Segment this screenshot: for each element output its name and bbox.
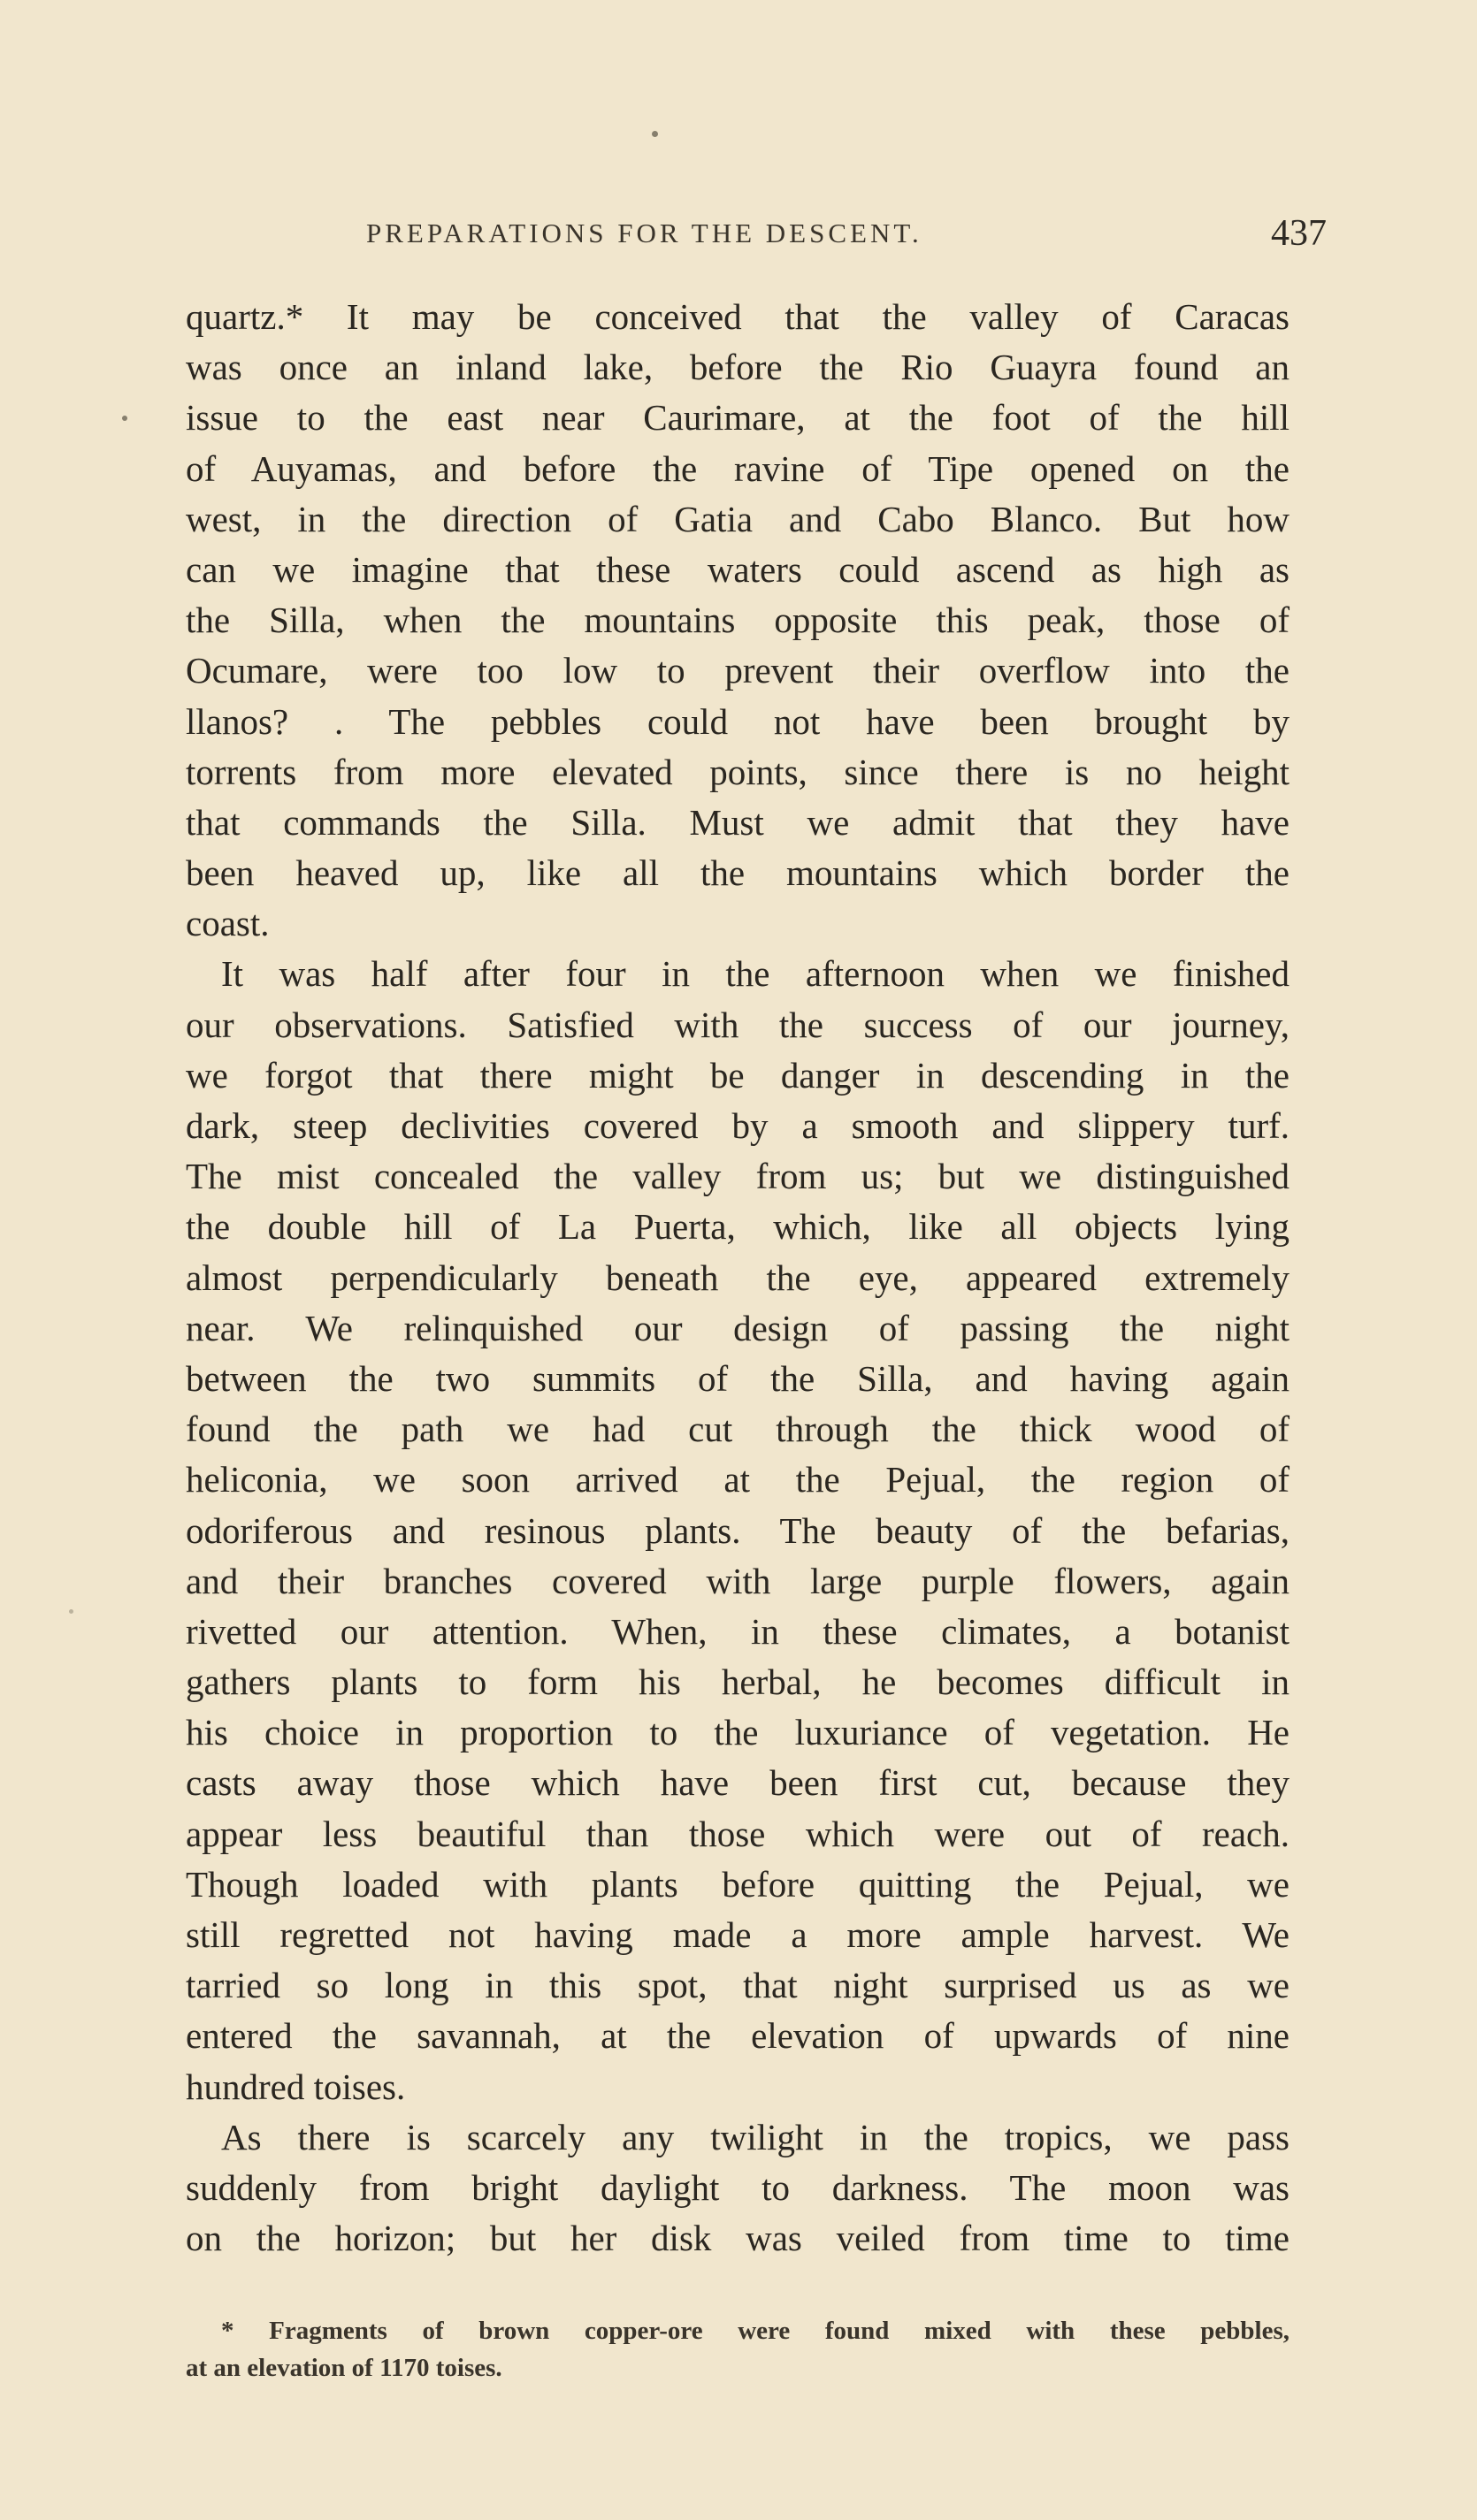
ink-speck: [122, 416, 127, 421]
text-line: was once an inland lake, before the Rio Guayra found an: [186, 347, 1290, 388]
text-line: heliconia, we soon arrived at the Pejual, the region of: [186, 1459, 1290, 1501]
text-line: on the horizon; but her disk was veiled from time to time: [186, 2218, 1290, 2259]
text-line: llanos? . The pebbles could not have been brought by: [186, 700, 1290, 742]
text-line: and their branches covered with large purple flowers, again: [186, 1560, 1290, 1601]
text-line: Though loaded with plants before quitting the Pejual, we: [186, 1863, 1290, 1905]
ink-speck: [69, 1609, 73, 1614]
ink-speck: [652, 131, 658, 137]
text-line: It was half after four in the afternoon when we finished: [221, 953, 1290, 995]
footnote: [186, 2312, 1290, 2386]
text-line: coast.: [186, 903, 270, 944]
text-line: tarried so long in this spot, that night surprised us as we: [186, 1965, 1290, 2006]
text-line: The mist concealed the valley from us; but we distinguished: [186, 1156, 1290, 1197]
text-line: rivetted our attention. When, in these climates, a botanist: [186, 1610, 1290, 1652]
text-line: As there is scarcely any twilight in the tropics, we pass: [221, 2116, 1290, 2157]
text-line: torrents from more elevated points, since there is no height: [186, 751, 1290, 792]
running-head: PREPARATIONS FOR THE DESCENT.: [366, 218, 922, 248]
page-number: 437: [1271, 213, 1327, 254]
footnote-line: at an elevation of 1170 toises.: [186, 2354, 502, 2382]
text-line: between the two summits of the Silla, and having again: [186, 1357, 1290, 1399]
text-line: entered the savannah, at the elevation of upwards of nine: [186, 2015, 1290, 2057]
text-line: gathers plants to form his herbal, he becomes difficult in: [186, 1661, 1290, 1703]
text-line: appear less beautiful than those which were out of reach.: [186, 1813, 1290, 1854]
text-line: almost perpendicularly beneath the eye, appeared extremely: [186, 1256, 1290, 1298]
text-line: hundred toises.: [186, 2066, 406, 2107]
body-text: [186, 292, 1290, 2264]
text-line: our observations. Satisfied with the success of our journey,: [186, 1004, 1290, 1045]
footnote-line: * Fragments of brown copper-ore were found mixed with these pebbles,: [221, 2317, 1290, 2345]
text-line: quartz.* It may be conceived that the valley of Caracas: [186, 296, 1290, 337]
text-line: issue to the east near Caurimare, at the foot of the hill: [186, 397, 1290, 439]
text-line: the Silla, when the mountains opposite this peak, those of: [186, 599, 1290, 641]
text-line: the double hill of La Puerta, which, like all objects lying: [186, 1206, 1290, 1248]
text-line: Ocumare, were too low to prevent their overflow into the: [186, 650, 1290, 691]
text-line: near. We relinquished our design of passing the night: [186, 1307, 1290, 1348]
text-line: we forgot that there might be danger in descending in the: [186, 1054, 1290, 1096]
text-line: west, in the direction of Gatia and Cabo Blanco. But how: [186, 498, 1290, 539]
text-line: suddenly from bright daylight to darkness. The moon was: [186, 2166, 1290, 2208]
text-line: that commands the Silla. Must we admit that they have: [186, 801, 1290, 843]
text-line: his choice in proportion to the luxuriance of vegetation. He: [186, 1712, 1290, 1753]
text-line: been heaved up, like all the mountains which border the: [186, 852, 1290, 894]
text-line: odoriferous and resinous plants. The beauty of the befarias,: [186, 1509, 1290, 1551]
page-header: [186, 212, 1327, 262]
text-line: found the path we had cut through the thick wood of: [186, 1409, 1290, 1450]
text-line: still regretted not having made a more ample harvest. We: [186, 1914, 1290, 1955]
text-line: dark, steep declivities covered by a smooth and slippery turf.: [186, 1105, 1290, 1146]
text-line: can we imagine that these waters could ascend as high as: [186, 548, 1290, 590]
text-line: of Auyamas, and before the ravine of Tipe opened on the: [186, 447, 1290, 489]
text-line: casts away those which have been first cut, because they: [186, 1762, 1290, 1804]
